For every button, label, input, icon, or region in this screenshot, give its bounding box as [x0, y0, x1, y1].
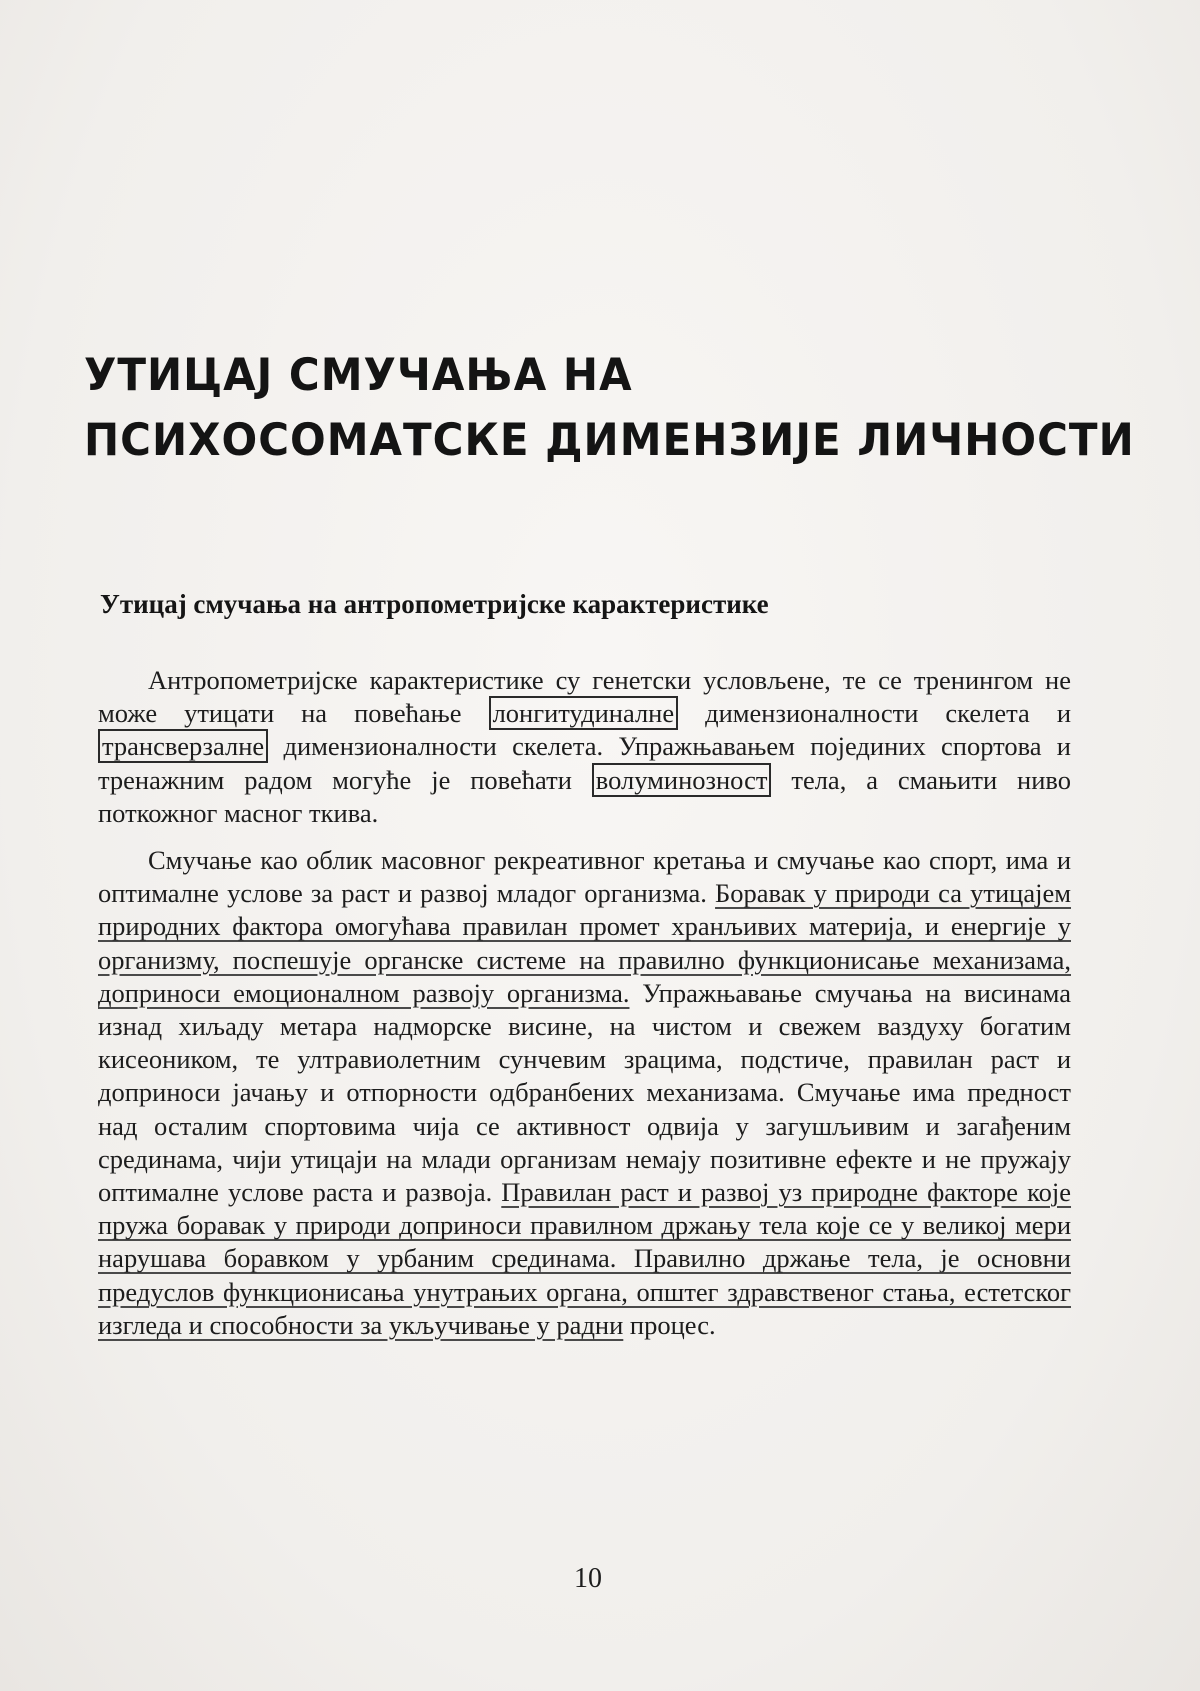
- paragraph-1-text: тела, а смањити ниво поткожног масног ткива.: [98, 764, 1071, 828]
- paragraph-2-text: Смучање као облик масовног рекреативног кретања и смучање као спорт, има и оптималне услове за раст и развој младог организма.: [98, 845, 1071, 909]
- pencil-underlined-passage: Правилан раст и развој уз природне факторе које пружа боравак у природи доприноси правилном држању тела које се у великој мери нарушава боравком у урбаним срединама. Правилно држање тела, је основни предуслов функционисања унутрањих органа, општег здравственог стања, естетског изгледа и способности за укључивање у радни: [98, 1177, 1072, 1340]
- paragraph-anthropometric: [98, 664, 1071, 830]
- boxed-term-transversal: трансверзалне: [98, 729, 268, 763]
- body-text: [98, 664, 1071, 1356]
- paragraph-1-text: димензионалности скелета и: [678, 698, 1071, 729]
- chapter-title-line-1: УТИЦАЈ СМУЧАЊА НА: [84, 349, 633, 401]
- pencil-underlined-passage: Боравак у природи са утицајем природних фактора омогућава правилан промет хранљивих материја, и енергије у организму, поспешује органске системе на правилно функционисање механизама, доприноси емоционалном развоју организма.: [98, 878, 1071, 1008]
- chapter-title: [84, 343, 1135, 473]
- page-number: 10: [574, 1563, 602, 1594]
- paragraph-2-text: процес.: [623, 1309, 716, 1340]
- paragraph-2-text: Упражњавање смучања на висинама изнад хиљаду метара надморске висине, на чистом и свежем ваздуху богатим кисеоником, те ултравиолетним сунчевим зрацима, подстиче, правилан раст и доприноси јачању и отпорности одбранбених механизама. Смучање има предност над осталим спортовима чија се активност одвија у загушљивим и загађеним срединама, чији утицаји на млади организам немају позитивне ефекте и не пружају оптималне услове раста и развоја.: [98, 977, 1071, 1208]
- paragraph-skiing-benefits: [98, 844, 1071, 1342]
- paragraph-1-text: димензионалности скелета. Упражњавањем појединих спортова и тренажним радом могуће је повећати: [98, 731, 1071, 795]
- reverse-page-show-through: [84, 90, 1074, 300]
- paragraph-1-text: Антропометријске карактеристике су генетски условљене, те се тренингом не може утицати на повећање: [98, 665, 1071, 729]
- chapter-title-line-2: ПСИХОСОМАТСКЕ ДИМЕНЗИЈЕ ЛИЧНОСТИ: [84, 414, 1135, 466]
- boxed-term-voluminosity: волуминозност: [592, 763, 772, 797]
- section-heading: Утицај смучања на антропометријске карактеристике: [100, 589, 769, 619]
- boxed-term-longitudinal: лонгитудиналне: [489, 696, 679, 730]
